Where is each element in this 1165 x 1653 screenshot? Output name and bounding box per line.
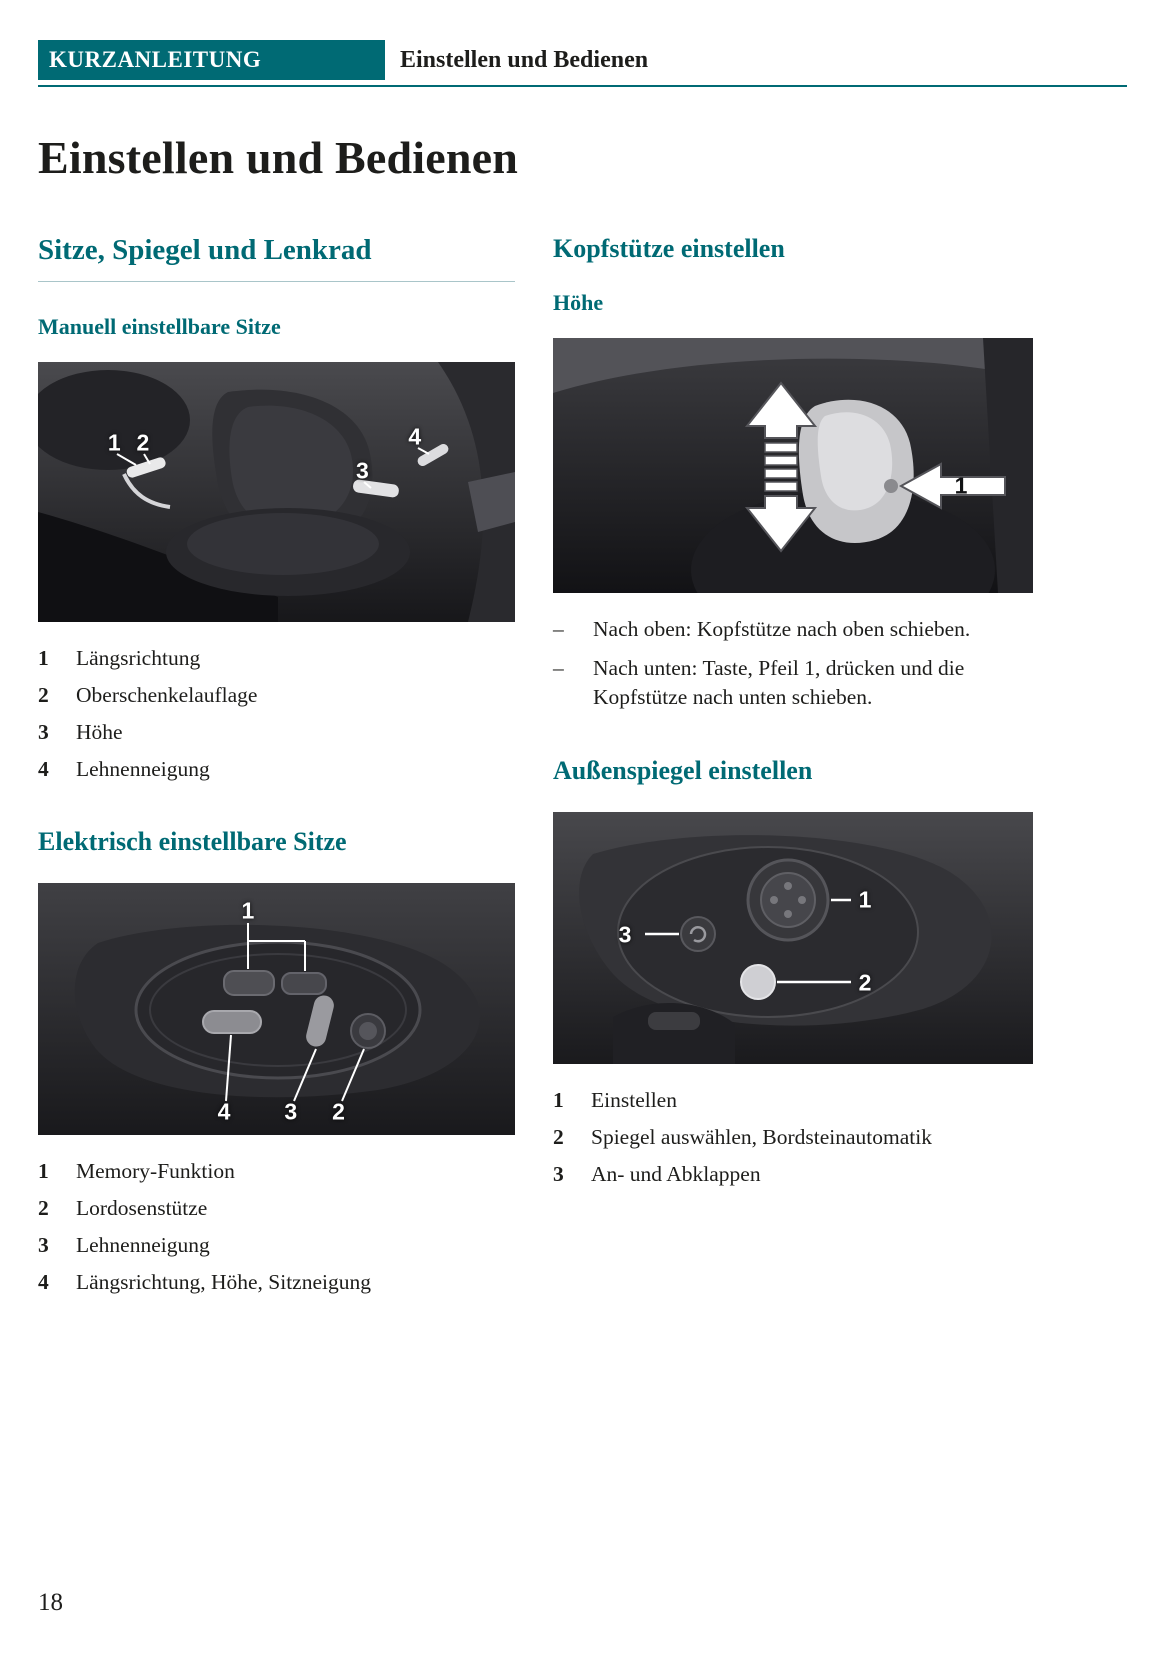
callout-1: 1 [241,897,255,924]
item-number: 1 [38,1159,49,1183]
item-label: Memory-Funktion [76,1159,235,1183]
manual-seats-legend [38,644,515,783]
seat-photo-illustration [38,362,515,622]
item-number: 1 [553,1088,564,1112]
running-header: Einstellen und Bedienen [400,46,649,73]
item-label: An- und Abklappen [591,1162,761,1186]
list-item [38,1157,515,1185]
electric-seats-legend [38,1157,515,1296]
mirrors-legend [553,1086,1033,1188]
item-text: Nach oben: Kopfstütze nach oben schieben. [593,617,971,641]
callout-3: 3 [618,921,632,948]
heading-headrest: Kopfstütze einstellen [553,234,785,263]
seat-controls-illustration [38,883,515,1135]
left-column [38,234,515,1305]
list-item [38,1268,515,1296]
callout-2: 2 [858,969,872,996]
item-number: 2 [38,1196,49,1220]
item-label: Einstellen [591,1088,677,1112]
item-number: 3 [38,720,49,744]
dash-bullet: – [553,617,564,641]
chapter-badge: KURZANLEITUNG [38,40,385,80]
right-column [553,234,1033,1305]
item-number: 2 [38,683,49,707]
callout-4: 4 [217,1098,231,1125]
list-item [553,615,1033,644]
list-item [38,1231,515,1259]
content-columns [38,234,1127,1305]
item-number: 3 [553,1162,564,1186]
item-number: 4 [38,757,49,781]
item-label: Oberschenkelauflage [76,683,258,707]
item-label: Spiegel auswählen, Bordsteinautomatik [591,1125,932,1149]
list-item [38,644,515,672]
callout-1: 1 [107,429,121,456]
list-item [553,1160,1033,1188]
callout-1: 1 [858,886,872,913]
figure-manual-seats [38,362,515,622]
list-item [38,681,515,709]
item-label: Längsrichtung, Höhe, Sitzneigung [76,1270,371,1294]
headrest-illustration [553,338,1033,593]
list-item [553,1086,1033,1114]
item-label: Lehnenneigung [76,757,210,781]
section-heading-seats-mirrors-steering: Sitze, Spiegel und Lenkrad [38,234,515,282]
list-item [38,718,515,746]
page-header [38,40,1127,80]
heading-electric-seats: Elektrisch einstellbare Sitze [38,827,347,856]
callout-2: 2 [332,1098,345,1125]
item-label: Lehnenneigung [76,1233,210,1257]
item-label: Lordosenstütze [76,1196,208,1220]
list-item [38,1194,515,1222]
callout-3: 3 [355,457,369,484]
mirror-controls-illustration [553,812,1033,1064]
callout-3: 3 [284,1098,298,1125]
figure-electric-seat-controls [38,883,515,1135]
callout-2: 2 [136,429,150,456]
callout-1: 1 [954,472,968,499]
callout-4: 4 [408,423,422,450]
item-label: Höhe [76,720,123,744]
item-label: Längsrichtung [76,646,201,670]
item-number: 3 [38,1233,49,1257]
header-rule [38,85,1127,87]
page-number: 18 [38,1589,63,1616]
dash-bullet: – [553,656,564,680]
item-number: 2 [553,1125,564,1149]
list-item [38,755,515,783]
list-item [553,654,1033,712]
page-title: Einstellen und Bedienen [38,132,519,183]
heading-manual-seats: Manuell einstellbare Sitze [38,314,281,339]
figure-headrest [553,338,1033,593]
heading-exterior-mirrors: Außenspiegel einstellen [553,756,813,785]
item-text: Nach unten: Taste, Pfeil 1, drücken und die Kopfstütze nach unten schieben. [593,656,965,709]
item-number: 1 [38,646,49,670]
heading-headrest-height: Höhe [553,290,604,315]
figure-mirror-controls [553,812,1033,1064]
item-number: 4 [38,1270,49,1294]
list-item [553,1123,1033,1151]
headrest-instructions [553,615,1033,712]
